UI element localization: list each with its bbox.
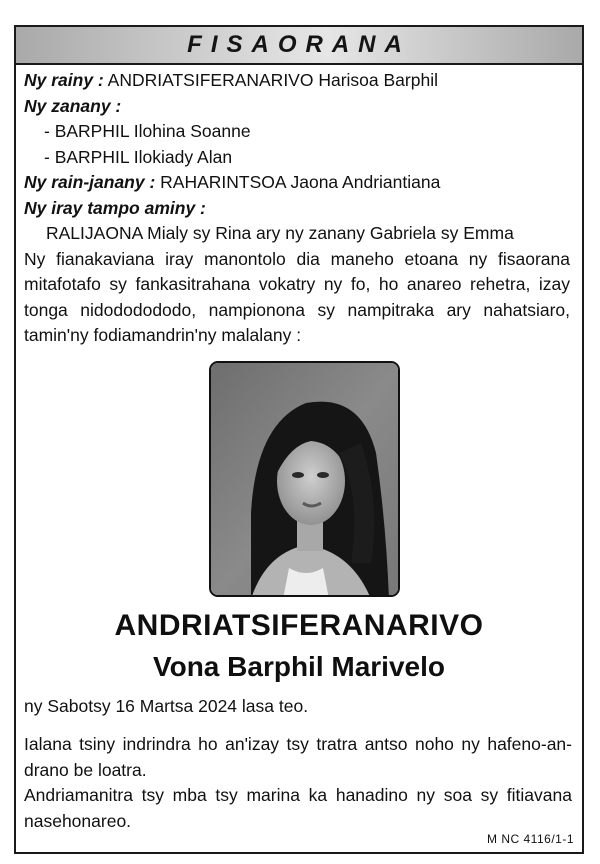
date-line: ny Sabotsy 16 Martsa 2024 lasa teo. — [24, 696, 309, 716]
grandfather-name: RAHARINTSOA Jaona Andriantiana — [160, 172, 441, 192]
header-banner — [16, 27, 582, 65]
children-line — [24, 94, 570, 120]
deceased-given-names: Vona Barphil Marivelo — [153, 651, 445, 682]
portrait-photo — [209, 361, 400, 597]
siblings-label: Ny iray tampo aminy : — [24, 197, 206, 218]
child-item: - BARPHIL Ilohina Soanne — [44, 121, 251, 141]
father-line — [24, 68, 570, 94]
grandfather-label: Ny rain-janany : — [24, 172, 156, 192]
notice-frame — [14, 25, 584, 854]
siblings-names: RALIJAONA Mialy sy Rina ary ny zanany Gabriela sy Emma — [46, 223, 514, 243]
thanks-paragraph: Ny fianakaviana iray manontolo dia maneho etoana ny fisaorana mitafotafo sy fankasitrahana vokatry ny fo, ho anareo rehetra, izay tonga nidododododo, nampionona sy nampitraka ary nahatsiaro, tamin'ny fodiamandrin'ny malalany : — [24, 248, 570, 345]
notice-body — [24, 68, 570, 349]
children-label: Ny zanany : — [24, 95, 122, 116]
reference-code: M NC 4116/1-1 — [487, 832, 574, 846]
deceased-surname: ANDRIATSIFERANARIVO — [114, 609, 484, 642]
blessing-paragraph: Andriamanitra tsy mba tsy marina ka hanadino ny soa sy fitiavana nasehonareo. — [24, 785, 572, 831]
portrait-image — [211, 363, 400, 597]
apology-paragraph: Ialana tsiny indrindra ho an'izay tsy tratra antso noho ny hafeno-an-drano be loatra. — [24, 734, 572, 780]
father-name: ANDRIATSIFERANARIVO Harisoa Barphil — [107, 70, 438, 90]
father-label: Ny rainy : — [24, 70, 104, 90]
child-item: - BARPHIL Ilokiady Alan — [44, 146, 233, 167]
notice-title: FISAORANA — [187, 31, 411, 58]
siblings-line — [24, 196, 570, 222]
grandfather-line — [24, 170, 570, 196]
